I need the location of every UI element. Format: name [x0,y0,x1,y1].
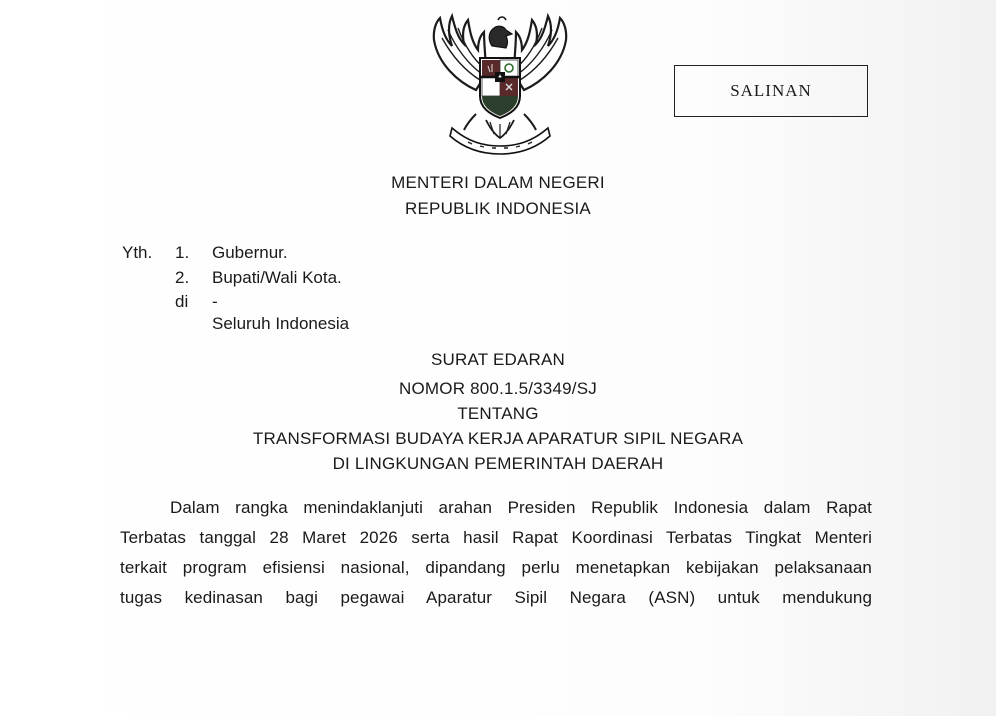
di-dash: - [212,292,218,311]
body-line-3: terkait program efisiensi nasional, dipandang perlu menetapkan kebijakan pelaksanaan [120,558,872,577]
letter-subject-line2: DI LINGKUNGAN PEMERINTAH DAERAH [332,454,664,473]
addressee-text-2: Bupati/Wali Kota. [212,268,342,287]
letter-subject-line1: TRANSFORMASI BUDAYA KERJA APARATUR SIPIL NEGARA [252,429,744,448]
body-line-1: Dalam rangka menindaklanjuti arahan Presiden Republik Indonesia dalam Rapat [170,498,872,517]
letter-number: NOMOR 800.1.5/3349/SJ [399,379,597,398]
salinan-stamp [674,65,868,117]
addressee-number-1: 1. [175,243,190,262]
addressee-text-1: Gubernur. [212,243,288,262]
body-line-4: tugas kedinasan bagi pegawai Aparatur Sipil Negara (ASN) untuk mendukung [120,588,872,607]
addressee-number-2: 2. [175,268,190,287]
letter-about: TENTANG [457,404,539,423]
garuda-emblem-icon [428,12,572,158]
letter-type: SURAT EDARAN [430,350,566,369]
body-line-2: Terbatas tanggal 28 Maret 2026 serta hasil Rapat Koordinasi Terbatas Tingkat Menteri [120,528,872,547]
addressee-location: Seluruh Indonesia [212,314,350,333]
header-title-line1: MENTERI DALAM NEGERI [391,173,605,192]
salinan-label: SALINAN [730,81,812,100]
yth-label: Yth. [122,243,153,262]
header-title-line2: REPUBLIK INDONESIA [405,199,591,218]
di-label: di [175,292,189,311]
